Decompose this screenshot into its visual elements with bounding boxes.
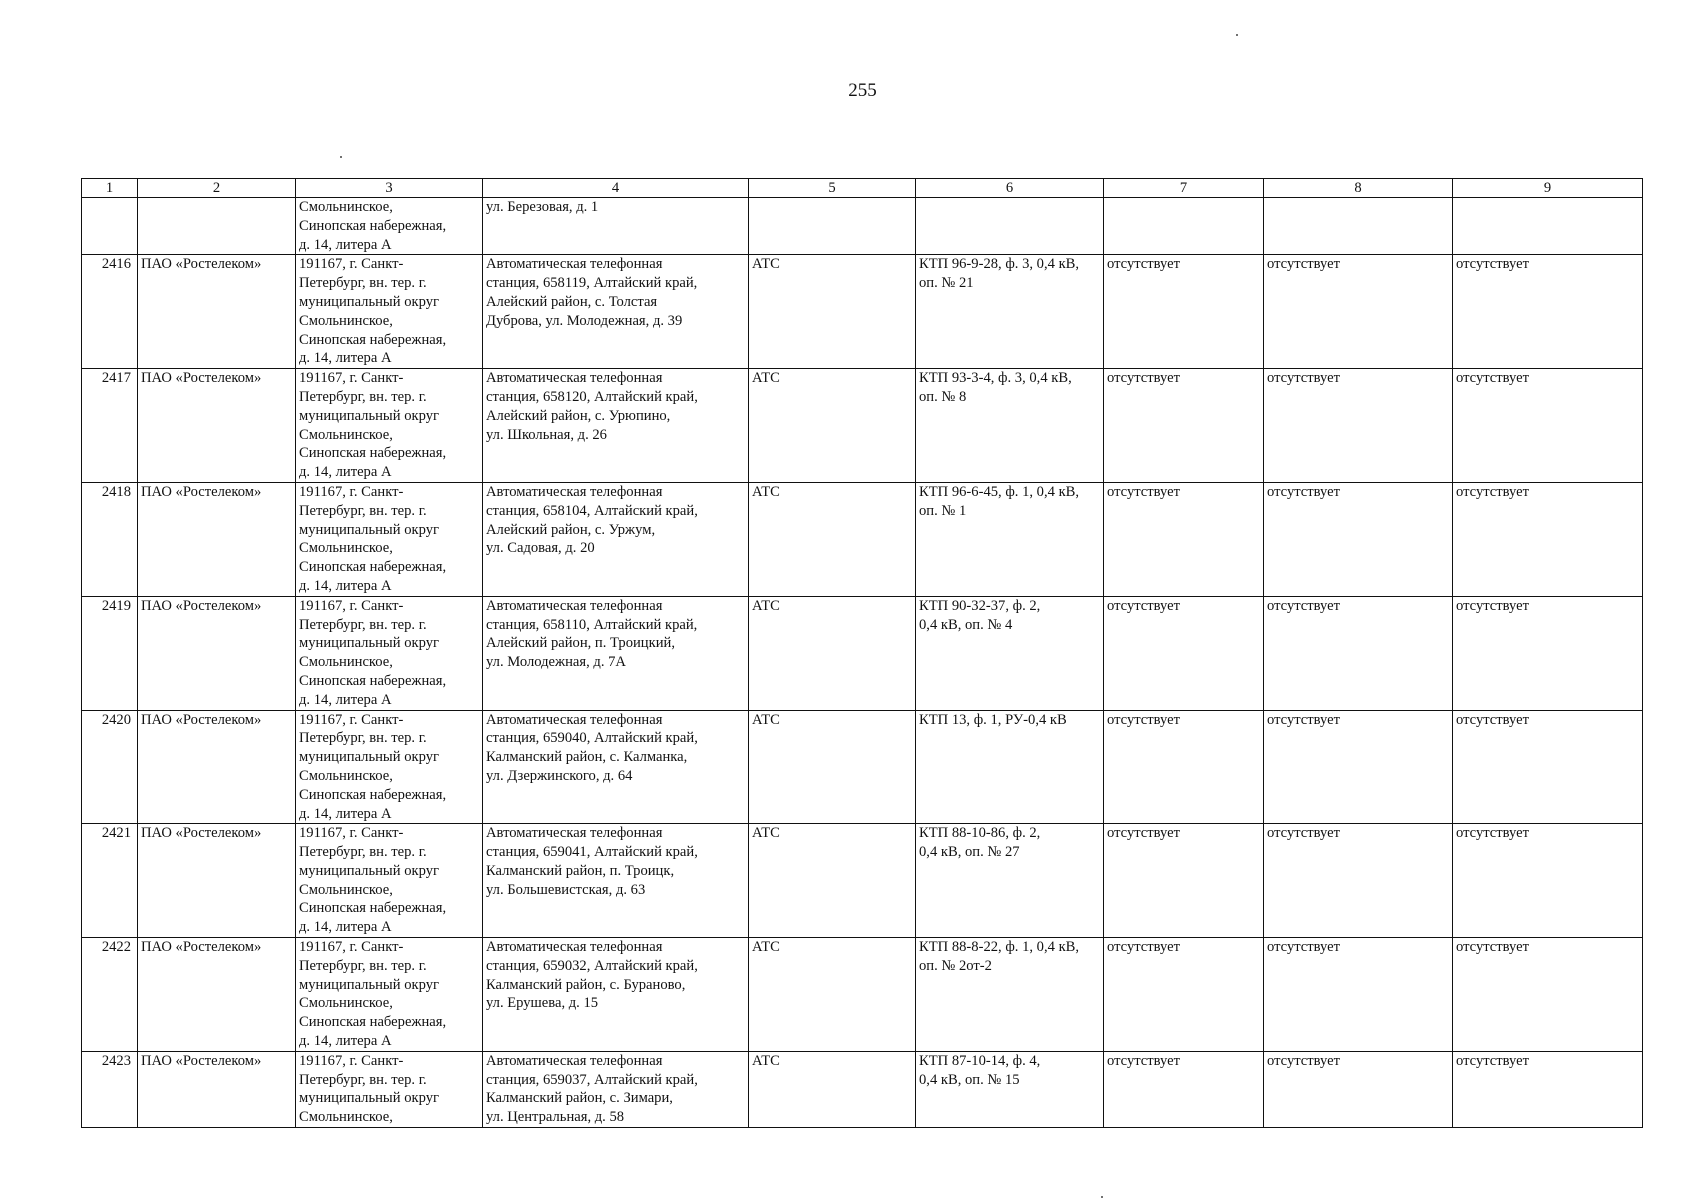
cell-object-type: АТС — [749, 255, 916, 369]
cell-power-source: КТП 90-32-37, ф. 2, 0,4 кВ, оп. № 4 — [916, 596, 1104, 710]
cell-col7: отсутствует — [1104, 824, 1264, 938]
cell-number: 2417 — [82, 369, 138, 483]
registry-table — [81, 178, 1643, 1128]
cell-owner: ПАО «Ростелеком» — [138, 824, 296, 938]
cell-owner-address: 191167, г. Санкт- Петербург, вн. тер. г. муниципальный округ Смольнинское, Синопская набережная, д. 14, литера А — [296, 710, 483, 824]
cell-owner-address: 191167, г. Санкт- Петербург, вн. тер. г. муниципальный округ Смольнинское, Синопская набережная, д. 14, литера А — [296, 482, 483, 596]
cell-object-address: ул. Березовая, д. 1 — [483, 198, 749, 255]
cell-col9: отсутствует — [1453, 710, 1643, 824]
column-number: 4 — [483, 179, 749, 198]
table-row — [82, 824, 1643, 938]
cell-object-address: Автоматическая телефонная станция, 658120, Алтайский край, Алейский район, с. Урюпино, ул. Школьная, д. 26 — [483, 369, 749, 483]
cell-object-type: АТС — [749, 1051, 916, 1127]
cell-object-address: Автоматическая телефонная станция, 659032, Алтайский край, Калманский район, с. Бураново, ул. Ерушева, д. 15 — [483, 938, 749, 1052]
cell-number: 2421 — [82, 824, 138, 938]
cell-col7: отсутствует — [1104, 1051, 1264, 1127]
page-number: 255 — [848, 80, 877, 101]
cell-owner-address: 191167, г. Санкт- Петербург, вн. тер. г. муниципальный округ Смольнинское, Синопская набережная, д. 14, литера А — [296, 938, 483, 1052]
cell-object-type — [749, 198, 916, 255]
cell-owner-address: 191167, г. Санкт- Петербург, вн. тер. г. муниципальный округ Смольнинское, Синопская набережная, д. 14, литера А — [296, 255, 483, 369]
cell-col7: отсутствует — [1104, 369, 1264, 483]
column-number: 2 — [138, 179, 296, 198]
column-number-row — [82, 179, 1643, 198]
cell-owner: ПАО «Ростелеком» — [138, 255, 296, 369]
cell-col9: отсутствует — [1453, 824, 1643, 938]
table-row — [82, 369, 1643, 483]
cell-col7: отсутствует — [1104, 596, 1264, 710]
table-row — [82, 938, 1643, 1052]
cell-owner: ПАО «Ростелеком» — [138, 482, 296, 596]
cell-col7: отсутствует — [1104, 255, 1264, 369]
table-row — [82, 596, 1643, 710]
cell-col8: отсутствует — [1264, 369, 1453, 483]
cell-number: 2419 — [82, 596, 138, 710]
column-number: 1 — [82, 179, 138, 198]
column-number: 7 — [1104, 179, 1264, 198]
cell-col9: отсутствует — [1453, 482, 1643, 596]
cell-col9: отсутствует — [1453, 369, 1643, 483]
cell-owner-address: Смольнинское, Синопская набережная, д. 14, литера А — [296, 198, 483, 255]
cell-owner: ПАО «Ростелеком» — [138, 710, 296, 824]
cell-col8: отсутствует — [1264, 1051, 1453, 1127]
cell-object-address: Автоматическая телефонная станция, 658104, Алтайский край, Алейский район, с. Уржум, ул. Садовая, д. 20 — [483, 482, 749, 596]
column-number: 8 — [1264, 179, 1453, 198]
cell-object-type: АТС — [749, 596, 916, 710]
cell-power-source: КТП 96-6-45, ф. 1, 0,4 кВ, оп. № 1 — [916, 482, 1104, 596]
cell-col7: отсутствует — [1104, 710, 1264, 824]
scan-speck — [340, 156, 342, 158]
cell-object-type: АТС — [749, 710, 916, 824]
cell-owner-address: 191167, г. Санкт- Петербург, вн. тер. г. муниципальный округ Смольнинское, Синопская набережная, д. 14, литера А — [296, 369, 483, 483]
table-row — [82, 710, 1643, 824]
cell-col8 — [1264, 198, 1453, 255]
cell-col9: отсутствует — [1453, 1051, 1643, 1127]
cell-owner: ПАО «Ростелеком» — [138, 938, 296, 1052]
cell-number: 2420 — [82, 710, 138, 824]
cell-power-source: КТП 88-10-86, ф. 2, 0,4 кВ, оп. № 27 — [916, 824, 1104, 938]
column-number: 6 — [916, 179, 1104, 198]
table-body — [82, 198, 1643, 1128]
cell-power-source: КТП 93-3-4, ф. 3, 0,4 кВ, оп. № 8 — [916, 369, 1104, 483]
cell-object-address: Автоматическая телефонная станция, 658119, Алтайский край, Алейский район, с. Толстая Дуброва, ул. Молодежная, д. 39 — [483, 255, 749, 369]
cell-col7: отсутствует — [1104, 482, 1264, 596]
cell-number: 2422 — [82, 938, 138, 1052]
cell-owner — [138, 198, 296, 255]
cell-col8: отсутствует — [1264, 596, 1453, 710]
column-number: 5 — [749, 179, 916, 198]
scan-speck — [1101, 1196, 1103, 1198]
cell-owner: ПАО «Ростелеком» — [138, 1051, 296, 1127]
cell-col7 — [1104, 198, 1264, 255]
cell-owner: ПАО «Ростелеком» — [138, 369, 296, 483]
column-number: 9 — [1453, 179, 1643, 198]
cell-owner: ПАО «Ростелеком» — [138, 596, 296, 710]
cell-object-type: АТС — [749, 482, 916, 596]
cell-number: 2418 — [82, 482, 138, 596]
table-row — [82, 255, 1643, 369]
cell-object-type: АТС — [749, 369, 916, 483]
cell-power-source: КТП 88-8-22, ф. 1, 0,4 кВ, оп. № 2от-2 — [916, 938, 1104, 1052]
cell-power-source: КТП 96-9-28, ф. 3, 0,4 кВ, оп. № 21 — [916, 255, 1104, 369]
cell-col8: отсутствует — [1264, 710, 1453, 824]
cell-col7: отсутствует — [1104, 938, 1264, 1052]
table-row-continuation — [82, 198, 1643, 255]
cell-power-source: КТП 13, ф. 1, РУ-0,4 кВ — [916, 710, 1104, 824]
scan-speck — [1236, 34, 1238, 36]
cell-object-address: Автоматическая телефонная станция, 659040, Алтайский край, Калманский район, с. Калманка, ул. Дзержинского, д. 64 — [483, 710, 749, 824]
cell-object-type: АТС — [749, 824, 916, 938]
cell-object-type: АТС — [749, 938, 916, 1052]
cell-power-source — [916, 198, 1104, 255]
cell-col9 — [1453, 198, 1643, 255]
cell-col9: отсутствует — [1453, 255, 1643, 369]
cell-col9: отсутствует — [1453, 938, 1643, 1052]
cell-col8: отсутствует — [1264, 482, 1453, 596]
cell-number: 2416 — [82, 255, 138, 369]
cell-owner-address: 191167, г. Санкт- Петербург, вн. тер. г. муниципальный округ Смольнинское, Синопская набережная, д. 14, литера А — [296, 596, 483, 710]
cell-number: 2423 — [82, 1051, 138, 1127]
table-row — [82, 1051, 1643, 1127]
cell-number — [82, 198, 138, 255]
cell-object-address: Автоматическая телефонная станция, 658110, Алтайский край, Алейский район, п. Троицкий, ул. Молодежная, д. 7А — [483, 596, 749, 710]
cell-power-source: КТП 87-10-14, ф. 4, 0,4 кВ, оп. № 15 — [916, 1051, 1104, 1127]
cell-col8: отсутствует — [1264, 938, 1453, 1052]
column-number: 3 — [296, 179, 483, 198]
cell-col8: отсутствует — [1264, 824, 1453, 938]
cell-col8: отсутствует — [1264, 255, 1453, 369]
cell-object-address: Автоматическая телефонная станция, 659037, Алтайский край, Калманский район, с. Зимари, ул. Центральная, д. 58 — [483, 1051, 749, 1127]
cell-owner-address: 191167, г. Санкт- Петербург, вн. тер. г. муниципальный округ Смольнинское, — [296, 1051, 483, 1127]
cell-col9: отсутствует — [1453, 596, 1643, 710]
cell-object-address: Автоматическая телефонная станция, 659041, Алтайский край, Калманский район, п. Троицк, ул. Большевистская, д. 63 — [483, 824, 749, 938]
table-row — [82, 482, 1643, 596]
registry-table-wrapper — [81, 178, 1643, 1128]
cell-owner-address: 191167, г. Санкт- Петербург, вн. тер. г. муниципальный округ Смольнинское, Синопская набережная, д. 14, литера А — [296, 824, 483, 938]
